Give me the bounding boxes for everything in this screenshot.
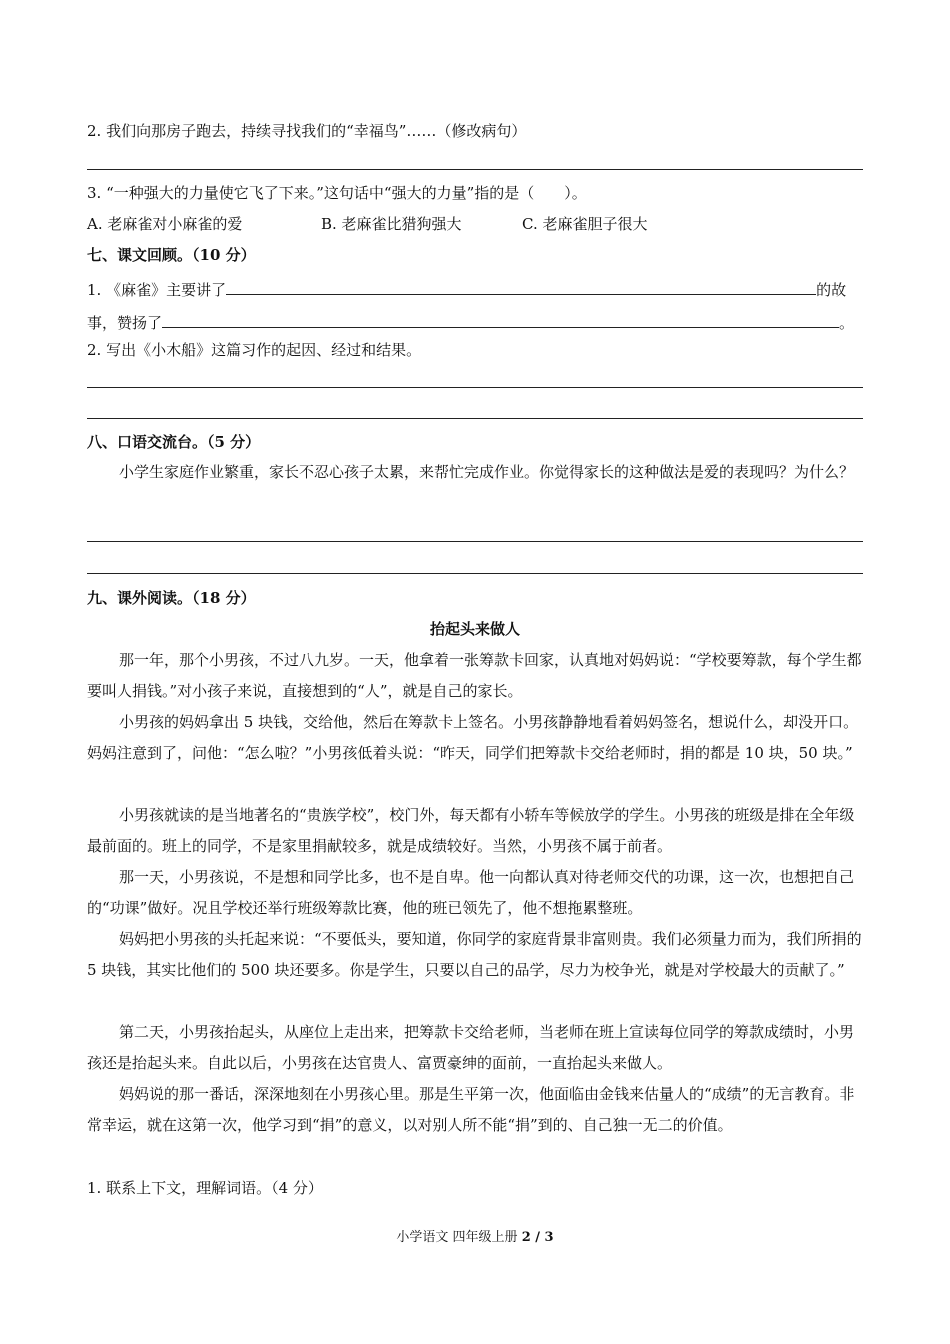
sec7-q1-end: 。 (839, 314, 855, 332)
passage-title: 抬起头来做人 (429, 620, 520, 638)
passage-paragraph: 那一天，小男孩说，不是想和同学比多，也不是自卑。他一向都认真对待老师交代的功课，这一次，也想把自己的“功课”做好。况且学校还举行班级筹款比赛，他的班已领先了，他不想拖累整班。 (87, 868, 855, 917)
passage-paragraph: 妈妈把小男孩的头托起来说：“不要低头，要知道，你同学的家庭背景非富则贵。我们必须量力而为，我们所捐的 5 块钱，其实比他们的 500 块还要多。你是学生，只要以自己的品学，尽力为校争光，就是对学校最大的贡献了。” (87, 930, 862, 979)
page-footer (0, 1229, 950, 1247)
sec8-prompt: 小学生家庭作业繁重，家长不忍心孩子太累，来帮忙完成作业。你觉得家长的这种做法是爱的表现吗？为什么？ (119, 463, 855, 481)
sec7-question-1-line2 (87, 310, 863, 333)
sec8-heading: 八、口语交流台。（5 分） (87, 433, 261, 451)
sec7-q1-line2: 事，赞扬了 (87, 314, 163, 332)
option-c: C. 老麻雀胆子很大 (522, 215, 648, 233)
footer-text: 小学语文 四年级上册 (396, 1230, 518, 1245)
passage-paragraph: 小男孩就读的是当地著名的“贵族学校”，校门外，每天都有小轿车等候放学的学生。小男孩的班级是排在全年级最前面的。班上的同学，不是家里捐献较多，就是成绩较好。当然，小男孩不属于前者。 (87, 806, 855, 855)
sec6-q3-options (87, 214, 863, 234)
passage-paragraph: 小男孩的妈妈拿出 5 块钱，交给他，然后在筹款卡上签名。小男孩静静地看着妈妈签名，想说什么，却没开口。妈妈注意到了，问他：“怎么啦？”小男孩低着头说：“昨天，同学们把筹款卡交给老师时，捐的都是 10 块，50 块。” (87, 713, 859, 762)
option-b: B. 老麻雀比猎狗强大 (321, 215, 462, 233)
fill-blank (162, 310, 839, 328)
passage-paragraph: 妈妈说的那一番话，深深地刻在小男孩心里。那是生平第一次，他面临由金钱来估量人的“成绩”的无言教育。非常幸运，就在这第一次，他学习到“捐”的意义，以对别人所不能“捐”到的、自己独一无二的价值。 (87, 1085, 855, 1134)
sec7-q1-start: 1. 《麻雀》主要讲了 (87, 281, 227, 299)
answer-line (87, 573, 863, 574)
sec7-q1-mid: 的故 (816, 281, 847, 299)
answer-line (87, 418, 863, 419)
answer-line (87, 387, 863, 388)
fill-blank (226, 277, 816, 295)
sec7-heading: 七、课文回顾。（10 分） (87, 246, 256, 264)
sec7-question-2: 2. 写出《小木船》这篇习作的起因、经过和结果。 (87, 341, 422, 359)
sec9-question-1: 1. 联系上下文，理解词语。（4 分） (87, 1179, 323, 1197)
answer-line (87, 169, 863, 170)
option-a: A. 老麻雀对小麻雀的爱 (87, 215, 243, 233)
sec6-question-3: 3. “一种强大的力量使它飞了下来。”这句话中“强大的力量”指的是（ ）。 (87, 184, 587, 202)
answer-line (87, 541, 863, 542)
passage-paragraph: 那一年，那个小男孩，不过八九岁。一天，他拿着一张筹款卡回家，认真地对妈妈说：“学校要筹款，每个学生都要叫人捐钱。”对小孩子来说，直接想到的“人”，就是自己的家长。 (87, 651, 862, 700)
sec6-question-2: 2. 我们向那房子跑去，持续寻找我们的“幸福鸟”……（修改病句） (87, 122, 527, 140)
sec9-heading: 九、课外阅读。（18 分） (87, 589, 256, 607)
sec7-question-1-line1 (87, 277, 863, 300)
passage-paragraph: 第二天，小男孩抬起头，从座位上走出来，把筹款卡交给老师，当老师在班上宣读每位同学的筹款成绩时，小男孩还是抬起头来。自此以后，小男孩在达官贵人、富贾豪绅的面前，一直抬起头来做人。 (87, 1023, 855, 1072)
page-number: 2 / 3 (521, 1230, 554, 1245)
